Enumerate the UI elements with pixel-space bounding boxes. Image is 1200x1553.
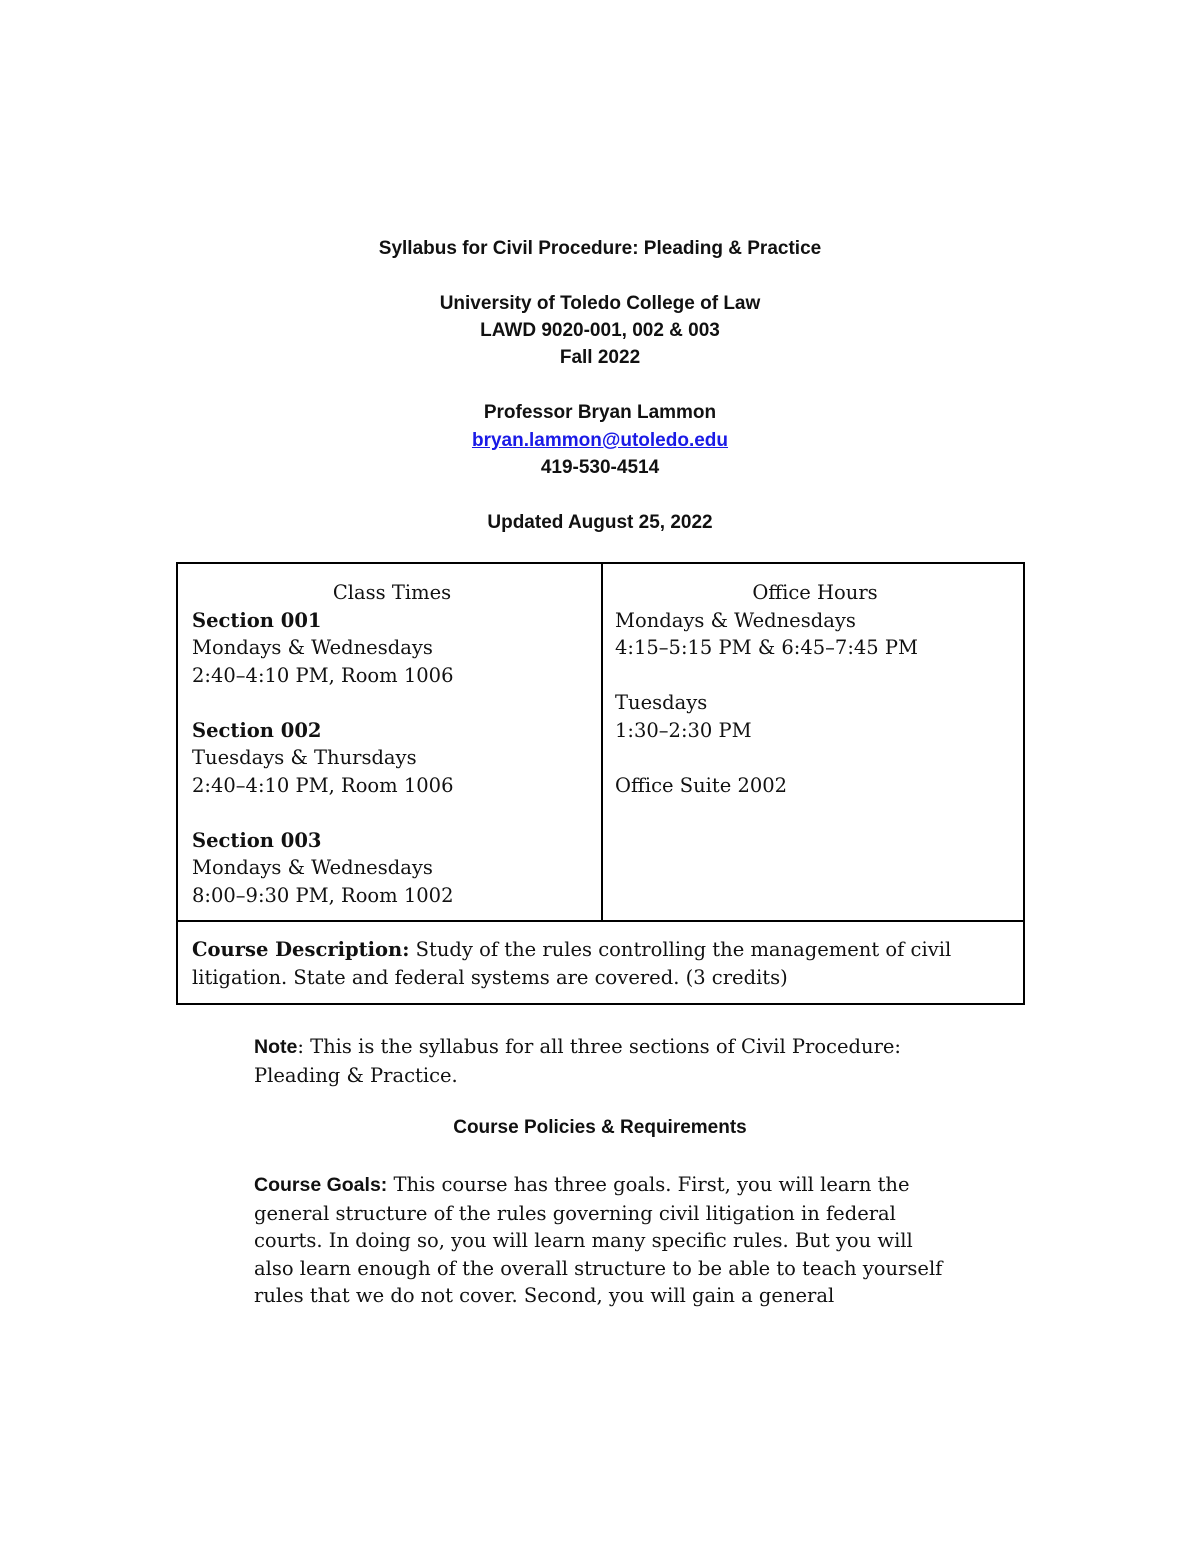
course-description-line-2: litigation. State and federal systems are covered. (3 credits)	[192, 965, 788, 989]
term: Fall 2022	[559, 347, 641, 368]
email-link[interactable]: bryan.lammon@utoledo.edu	[471, 430, 729, 451]
course-description	[192, 936, 992, 991]
school-name: University of Toledo College of Law	[439, 293, 761, 314]
course-goals-label: Course Goals:	[254, 1174, 388, 1196]
section-001-time: 2:40–4:10 PM, Room 1006	[192, 663, 454, 687]
note-line-1: : This is the syllabus for all three sections of Civil Procedure:	[297, 1035, 901, 1058]
email-line	[0, 427, 1200, 454]
section-003-name: Section 003	[192, 828, 322, 852]
section-002-time: 2:40–4:10 PM, Room 1006	[192, 773, 454, 797]
section-001-name: Section 001	[192, 608, 322, 632]
class-times-heading: Class Times	[332, 581, 452, 604]
column-divider	[601, 564, 603, 920]
row-divider	[178, 920, 1023, 922]
schedule-table	[176, 562, 1025, 1005]
course-description-line-1: Study of the rules controlling the management of civil	[409, 938, 952, 961]
note-paragraph	[254, 1033, 974, 1089]
course-goals-line-1: This course has three goals. First, you will learn the	[387, 1173, 910, 1196]
section-003-days: Mondays & Wednesdays	[192, 856, 433, 879]
course-goals-line-3: courts. In doing so, you will learn many specific rules. But you will	[254, 1229, 913, 1252]
office-hours-cell	[615, 579, 1015, 799]
policies-heading: Course Policies & Requirements	[453, 1117, 747, 1138]
phone: 419-530-4514	[540, 457, 660, 478]
section-003-time: 8:00–9:30 PM, Room 1002	[192, 883, 454, 907]
professor-name: Professor Bryan Lammon	[483, 402, 717, 423]
note-line-2: Pleading & Practice.	[254, 1063, 458, 1087]
section-002-name: Section 002	[192, 718, 322, 742]
note-label: Note	[254, 1036, 298, 1058]
course-goals-paragraph	[254, 1171, 974, 1310]
office-hours-days-1: Mondays & Wednesdays	[615, 608, 856, 632]
section-001-days: Mondays & Wednesdays	[192, 636, 433, 659]
office-hours-times-2: 1:30–2:30 PM	[615, 718, 752, 742]
course-goals-line-4: also learn enough of the overall structure to be able to teach yourself	[254, 1256, 943, 1280]
course-description-label: Course Description:	[192, 938, 410, 961]
office-hours-days-2: Tuesdays	[615, 691, 708, 714]
office-hours-heading: Office Hours	[752, 581, 878, 604]
course-goals-line-5: rules that we do not cover. Second, you will gain a general	[254, 1284, 835, 1307]
document-title: Syllabus for Civil Procedure: Pleading & Practice	[378, 238, 822, 259]
section-002-days: Tuesdays & Thursdays	[192, 746, 417, 769]
class-times-cell	[192, 579, 592, 909]
course-code: LAWD 9020-001, 002 & 003	[480, 320, 720, 341]
course-goals-line-2: general structure of the rules governing civil litigation in federal	[254, 1201, 896, 1225]
office-location: Office Suite 2002	[615, 773, 788, 797]
updated-date: Updated August 25, 2022	[487, 512, 713, 533]
office-hours-times-1: 4:15–5:15 PM & 6:45–7:45 PM	[615, 636, 918, 659]
